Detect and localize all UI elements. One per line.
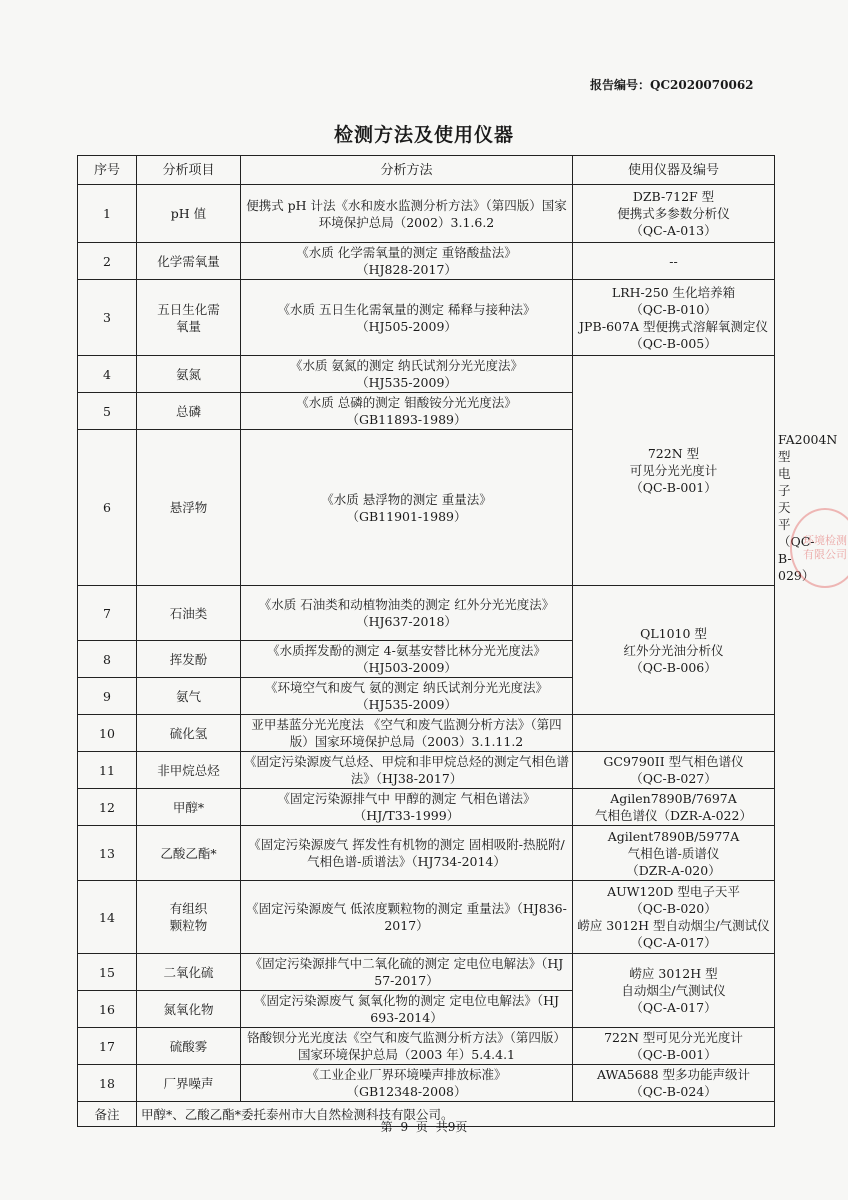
cell-item: 有组织 颗粒物 <box>137 881 241 954</box>
cell-instrument: 722N 型 可见分光光度计 （QC-B-001） <box>573 356 775 586</box>
table-row <box>78 280 775 356</box>
cell-no: 3 <box>78 280 137 356</box>
table-row <box>78 881 775 954</box>
cell-no: 14 <box>78 881 137 954</box>
cell-method: 《固定污染源废气 低浓度颗粒物的测定 重量法》（HJ836-2017） <box>241 881 573 954</box>
cell-instrument: LRH-250 生化培养箱 （QC-B-010） JPB-607A 型便携式溶解氧测定仪（QC-B-005） <box>573 280 775 356</box>
cell-method: 《固定污染源排气中二氧化硫的测定 定电位电解法》（HJ 57-2017） <box>241 954 573 991</box>
header-instrument: 使用仪器及编号 <box>573 156 775 185</box>
table-row <box>78 586 775 641</box>
cell-item: 挥发酚 <box>137 641 241 678</box>
cell-no: 17 <box>78 1028 137 1065</box>
cell-instrument <box>573 715 775 752</box>
cell-method: 《水质 氨氮的测定 纳氏试剂分光光度法》 （HJ535-2009） <box>241 356 573 393</box>
cell-instrument: Agilent7890B/5977A 气相色谱-质谱仪 （DZR-A-020） <box>573 826 775 881</box>
cell-method: 《水质 化学需氧量的测定 重铬酸盐法》 （HJ828-2017） <box>241 243 573 280</box>
cell-method: 《水质 石油类和动植物油类的测定 红外分光光度法》（HJ637-2018） <box>241 586 573 641</box>
table-row <box>78 185 775 243</box>
cell-method: 《水质挥发酚的测定 4-氨基安替比林分光光度法》（HJ503-2009） <box>241 641 573 678</box>
cell-no: 10 <box>78 715 137 752</box>
cell-item: 总磷 <box>137 393 241 430</box>
cell-no: 15 <box>78 954 137 991</box>
cell-item: 非甲烷总烃 <box>137 752 241 789</box>
table-header-row <box>78 156 775 185</box>
note-label: 备注 <box>78 1102 137 1127</box>
cell-instrument: 崂应 3012H 型 自动烟尘/气测试仪 （QC-A-017） <box>573 954 775 1028</box>
table-row <box>78 715 775 752</box>
cell-no: 1 <box>78 185 137 243</box>
report-number-value: QC2020070062 <box>650 78 754 92</box>
cell-method: 《水质 悬浮物的测定 重量法》 （GB11901-1989） <box>241 430 573 586</box>
cell-method: 《固定污染源废气总烃、甲烷和非甲烷总烃的测定气相色谱法》（HJ38-2017） <box>241 752 573 789</box>
cell-no: 18 <box>78 1065 137 1102</box>
cell-instrument: GC9790II 型气相色谱仪 （QC-B-027） <box>573 752 775 789</box>
cell-no: 7 <box>78 586 137 641</box>
cell-method: 《固定污染源排气中 甲醇的测定 气相色谱法》 （HJ/T33-1999） <box>241 789 573 826</box>
cell-no: 11 <box>78 752 137 789</box>
cell-no: 13 <box>78 826 137 881</box>
cell-instrument: DZB-712F 型 便携式多参数分析仪 （QC-A-013） <box>573 185 775 243</box>
cell-no: 16 <box>78 991 137 1028</box>
cell-instrument: AWA5688 型多功能声级计 （QC-B-024） <box>573 1065 775 1102</box>
page-footer: 第 9 页 共9页 <box>380 1120 468 1134</box>
cell-no: 8 <box>78 641 137 678</box>
table-row: 6 悬浮物 《水质 悬浮物的测定 重量法》 （GB11901-1989） FA2004N 型电子天平 （QC-B-029） <box>78 430 775 586</box>
cell-item: 硫酸雾 <box>137 1028 241 1065</box>
table-row <box>78 752 775 789</box>
report-number <box>590 76 790 93</box>
table-row <box>78 789 775 826</box>
header-item: 分析项目 <box>137 156 241 185</box>
cell-method: 《固定污染源废气 氮氧化物的测定 定电位电解法》（HJ 693-2014） <box>241 991 573 1028</box>
cell-item: 氮氧化物 <box>137 991 241 1028</box>
cell-method: 《水质 总磷的测定 钼酸铵分光光度法》 （GB11893-1989） <box>241 393 573 430</box>
cell-method: 便携式 pH 计法《水和废水监测分析方法》（第四版）国家环境保护总局（2002）3.1.6.2 <box>241 185 573 243</box>
cell-no: 6 <box>78 430 137 586</box>
cell-method: 铬酸钡分光光度法《空气和废气监测分析方法》（第四版）国家环境保护总局（2003 年）5.4.4.1 <box>241 1028 573 1065</box>
table-row <box>78 356 775 393</box>
cell-item: 氨气 <box>137 678 241 715</box>
cell-item: 氨氮 <box>137 356 241 393</box>
cell-item: 石油类 <box>137 586 241 641</box>
cell-method: 《工业企业厂界环境噪声排放标准》 （GB12348-2008） <box>241 1065 573 1102</box>
cell-instrument: -- <box>573 243 775 280</box>
cell-instrument: 722N 型可见分光光度计 （QC-B-001） <box>573 1028 775 1065</box>
table-row <box>78 954 775 991</box>
cell-instrument: AUW120D 型电子天平 （QC-B-020） 崂应 3012H 型自动烟尘/气测试仪（QC-A-017） <box>573 881 775 954</box>
cell-item: pH 值 <box>137 185 241 243</box>
cell-item: 厂界噪声 <box>137 1065 241 1102</box>
table-row <box>78 826 775 881</box>
report-number-label: 报告编号： <box>590 78 651 92</box>
note-text: 甲醇*、乙酸乙酯*委托泰州市大自然检测科技有限公司。 <box>137 1102 775 1127</box>
cell-item: 化学需氧量 <box>137 243 241 280</box>
cell-no: 12 <box>78 789 137 826</box>
cell-item: 硫化氢 <box>137 715 241 752</box>
table-row <box>78 1065 775 1102</box>
cell-method: 亚甲基蓝分光光度法 《空气和废气监测分析方法》（第四版）国家环境保护总局（2003）3.1.11.2 <box>241 715 573 752</box>
page-title: 检测方法及使用仪器 <box>333 124 514 146</box>
table-row <box>78 243 775 280</box>
cell-instrument: QL1010 型 红外分光油分析仪 （QC-B-006） <box>573 586 775 715</box>
table-row <box>78 1028 775 1065</box>
cell-item: 甲醇* <box>137 789 241 826</box>
header-no: 序号 <box>78 156 137 185</box>
cell-no: 2 <box>78 243 137 280</box>
cell-no: 9 <box>78 678 137 715</box>
cell-item: 乙酸乙酯* <box>137 826 241 881</box>
cell-item: 五日生化需 氧量 <box>137 280 241 356</box>
cell-item: 悬浮物 <box>137 430 241 586</box>
cell-no: 5 <box>78 393 137 430</box>
cell-method: 《环境空气和废气 氨的测定 纳氏试剂分光光度法》（HJ535-2009） <box>241 678 573 715</box>
cell-item: 二氧化硫 <box>137 954 241 991</box>
header-method: 分析方法 <box>241 156 573 185</box>
cell-method: 《水质 五日生化需氧量的测定 稀释与接种法》 （HJ505-2009） <box>241 280 573 356</box>
cell-no: 4 <box>78 356 137 393</box>
cell-method: 《固定污染源废气 挥发性有机物的测定 固相吸附-热脱附/气相色谱-质谱法》（HJ734-2014） <box>241 826 573 881</box>
company-stamp: 环境检测 有限公司 <box>790 508 848 588</box>
cell-instrument: Agilen7890B/7697A 气相色谱仪（DZR-A-022） <box>573 789 775 826</box>
